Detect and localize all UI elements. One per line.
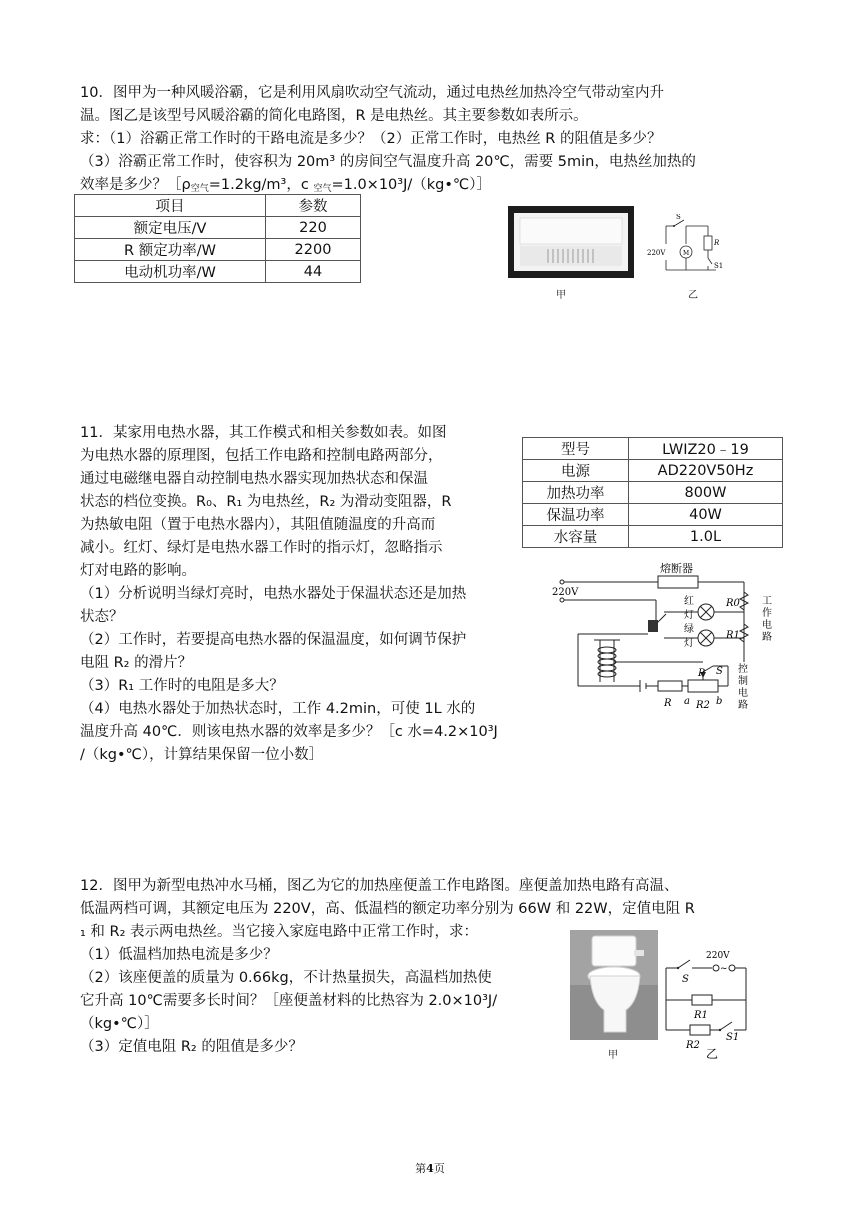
q11-line-15: /（kg•℃），计算结果保留一位小数］ — [80, 747, 324, 763]
table-cell: 1.0L — [629, 526, 783, 548]
q11-line-12: （3）R₁ 工作时的电阻是多大？ — [80, 678, 284, 694]
q11-label-ctrl-3: 电 — [738, 688, 748, 699]
q11-line-3: 通过电磁继电器自动控制电热水器实现加热状态和保温 — [80, 471, 428, 487]
table-cell: 电动机功率/W — [75, 261, 266, 283]
q11-line-10: （2）工作时，若要提高电热水器的保温温度，如何调节保护 — [80, 632, 467, 648]
q11-label-red: 红 — [684, 596, 694, 607]
q11-label-work-3: 电 — [762, 620, 772, 631]
q11-line-6: 减小。红灯、绿灯是电热水器工作时的指示灯，忽略指示 — [80, 540, 443, 556]
q11-label-r1: R1 — [726, 630, 740, 641]
q12-line-8: （3）定值电阻 R₂ 的阻值是多少？ — [80, 1039, 303, 1055]
q12-caption-jia: 甲 — [608, 1050, 618, 1061]
page-footer — [0, 1160, 860, 1176]
q10-circuit-diagram — [646, 214, 726, 278]
table-cell: 44 — [266, 261, 361, 283]
table-cell: 电源 — [523, 460, 629, 482]
q10-caption-jia: 甲 — [556, 290, 566, 301]
q10-label-220v: 220V — [647, 249, 666, 257]
q11-label-lamp1: 灯 — [684, 610, 694, 621]
q11-label-r0: R0 — [726, 598, 740, 609]
q10-line5-post: =1.0×10³J/（kg•℃）］ — [331, 177, 491, 193]
q11-label-a: a — [684, 696, 690, 707]
q12-label-s1: S1 — [726, 1032, 740, 1043]
q11-label-lamp2: 灯 — [684, 638, 694, 649]
table-row — [75, 217, 361, 239]
q10-line5-sub1: 空气 — [190, 184, 209, 194]
q10-line-3: 求：（1）浴霸正常工作时的干路电流是多少？（2）正常工作时，电热丝 R 的阻值是多少？ — [80, 131, 662, 147]
q11-label-ctrl-2: 制 — [738, 676, 748, 687]
table-row — [523, 438, 783, 460]
q11-line-11: 电阻 R₂ 的滑片？ — [80, 655, 193, 671]
table-cell: 额定电压/V — [75, 217, 266, 239]
q12-line-6: 它升高 10℃需要多长时间？［座便盖材料的比热容为 2.0×10³J/ — [80, 993, 498, 1009]
q10-line-1: 10．图甲为一种风暖浴霸，它是利用风扇吹动空气流动，通过电热丝加热冷空气带动室内升 — [80, 85, 664, 101]
q10-label-s: S — [676, 214, 681, 221]
table-header-row — [75, 195, 361, 217]
q12-line-5: （2）该座便盖的质量为 0.66kg，不计热量损失，高温档加热使 — [80, 970, 492, 986]
table-row — [75, 261, 361, 283]
q12-label-tilde: ~ — [720, 964, 728, 974]
q11-label-ctrl-4: 路 — [738, 700, 748, 711]
q11-label-fuse: 熔断器 — [660, 562, 693, 575]
q12-line-1: 12．图甲为新型电热冲水马桶，图乙为它的加热座便盖工作电路图。座便盖加热电路有高温、 — [80, 878, 679, 894]
q11-label-s: S — [716, 666, 723, 677]
q12-line-4: （1）低温档加热电流是多少？ — [80, 947, 278, 963]
table-row — [523, 504, 783, 526]
table-cell: 220 — [266, 217, 361, 239]
q12-circuit-diagram — [656, 950, 760, 1060]
table-cell: 800W — [629, 482, 783, 504]
table-cell: 加热功率 — [523, 482, 629, 504]
footer-pre: 第 — [415, 1162, 427, 1175]
q11-line-9: 状态？ — [80, 609, 124, 625]
table-cell: 水容量 — [523, 526, 629, 548]
q11-line-7: 灯对电路的影响。 — [80, 563, 196, 579]
q11-label-220v: 220V — [552, 587, 579, 598]
table-cell: 40W — [629, 504, 783, 526]
page-number: 4 — [426, 1162, 434, 1175]
q10-label-s1: S1 — [714, 262, 724, 270]
toilet-photo — [570, 930, 658, 1040]
q12-label-yi: 乙 — [706, 1047, 719, 1060]
table-cell: 2200 — [266, 239, 361, 261]
q11-label-work-1: 工 — [762, 596, 772, 607]
q11-line-8: （1）分析说明当绿灯亮时，电热水器处于保温状态还是加热 — [80, 586, 467, 602]
q12-label-s: S — [682, 974, 689, 985]
q10-label-r: R — [714, 239, 720, 247]
q10-line-4: （3）浴霸正常工作时，使容积为 20m³ 的房间空气温度升高 20℃，需要 5min，电热丝加热的 — [80, 154, 696, 170]
q10-line5-pre: 效率是多少？［ρ — [80, 177, 191, 193]
q11-label-b: b — [716, 696, 723, 707]
q12-line-7: （kg•℃）］ — [80, 1016, 159, 1032]
q11-label-r: R — [664, 698, 672, 709]
q10-label-m: M — [683, 250, 690, 257]
q11-line-13: （4）电热水器处于加热状态时，工作 4.2min，可使 1L 水的 — [80, 701, 476, 717]
q11-line-5: 为热敏电阻（置于电热水器内），其阻值随温度的升高而 — [80, 517, 436, 533]
q11-label-r2: R2 — [696, 700, 710, 711]
table-cell: AD220V50Hz — [629, 460, 783, 482]
table-row — [523, 526, 783, 548]
q10-line5-sub2: 空气 — [313, 184, 332, 194]
q11-circuit-diagram — [548, 562, 788, 720]
table-cell: R 额定功率/W — [75, 239, 266, 261]
q11-param-table — [522, 437, 783, 548]
bath-heater-photo — [508, 206, 634, 278]
q12-label-220v: 220V — [706, 951, 730, 961]
q12-label-r1: R1 — [694, 1010, 708, 1021]
q12-line-3: ₁ 和 R₂ 表示两电热丝。当它接入家庭电路中正常工作时，求： — [80, 924, 479, 940]
table-cell: 保温功率 — [523, 504, 629, 526]
q11-line-2: 为电热水器的原理图，包括工作电路和控制电路两部分， — [80, 448, 443, 464]
q11-label-work-2: 作 — [762, 608, 772, 619]
table-header-cell: 参数 — [266, 195, 361, 217]
table-row — [523, 482, 783, 504]
q12-line-2: 低温两档可调，其额定电压为 220V，高、低温档的额定功率分别为 66W 和 22W，定值电阻 R — [80, 901, 695, 917]
footer-post: 页 — [433, 1162, 445, 1175]
q10-line-2: 温。图乙是该型号风暖浴霸的简化电路图，R 是电热丝。其主要参数如表所示。 — [80, 108, 588, 124]
q12-label-r2: R2 — [686, 1040, 700, 1051]
q10-caption-yi: 乙 — [688, 290, 698, 301]
q11-line-14: 温度升高 40℃．则该电热水器的效率是多少？［c 水=4.2×10³J — [80, 724, 498, 740]
table-row — [523, 460, 783, 482]
q11-label-ctrl-1: 控 — [738, 664, 748, 675]
q11-line-1: 11．某家用电热水器，其工作模式和相关参数如表。如图 — [80, 425, 447, 441]
table-cell: 型号 — [523, 438, 629, 460]
q11-label-p: P — [698, 668, 705, 679]
q10-param-table — [74, 194, 361, 283]
table-header-cell: 项目 — [75, 195, 266, 217]
q10-line5-mid: =1.2kg/m³，c — [208, 177, 314, 193]
q11-label-work-4: 路 — [762, 632, 772, 643]
q11-label-green: 绿 — [684, 624, 694, 635]
table-cell: LWIZ20﹣19 — [629, 438, 783, 460]
table-row — [75, 239, 361, 261]
q11-line-4: 状态的档位变换。R₀、R₁ 为电热丝，R₂ 为滑动变阻器，R — [80, 494, 452, 510]
